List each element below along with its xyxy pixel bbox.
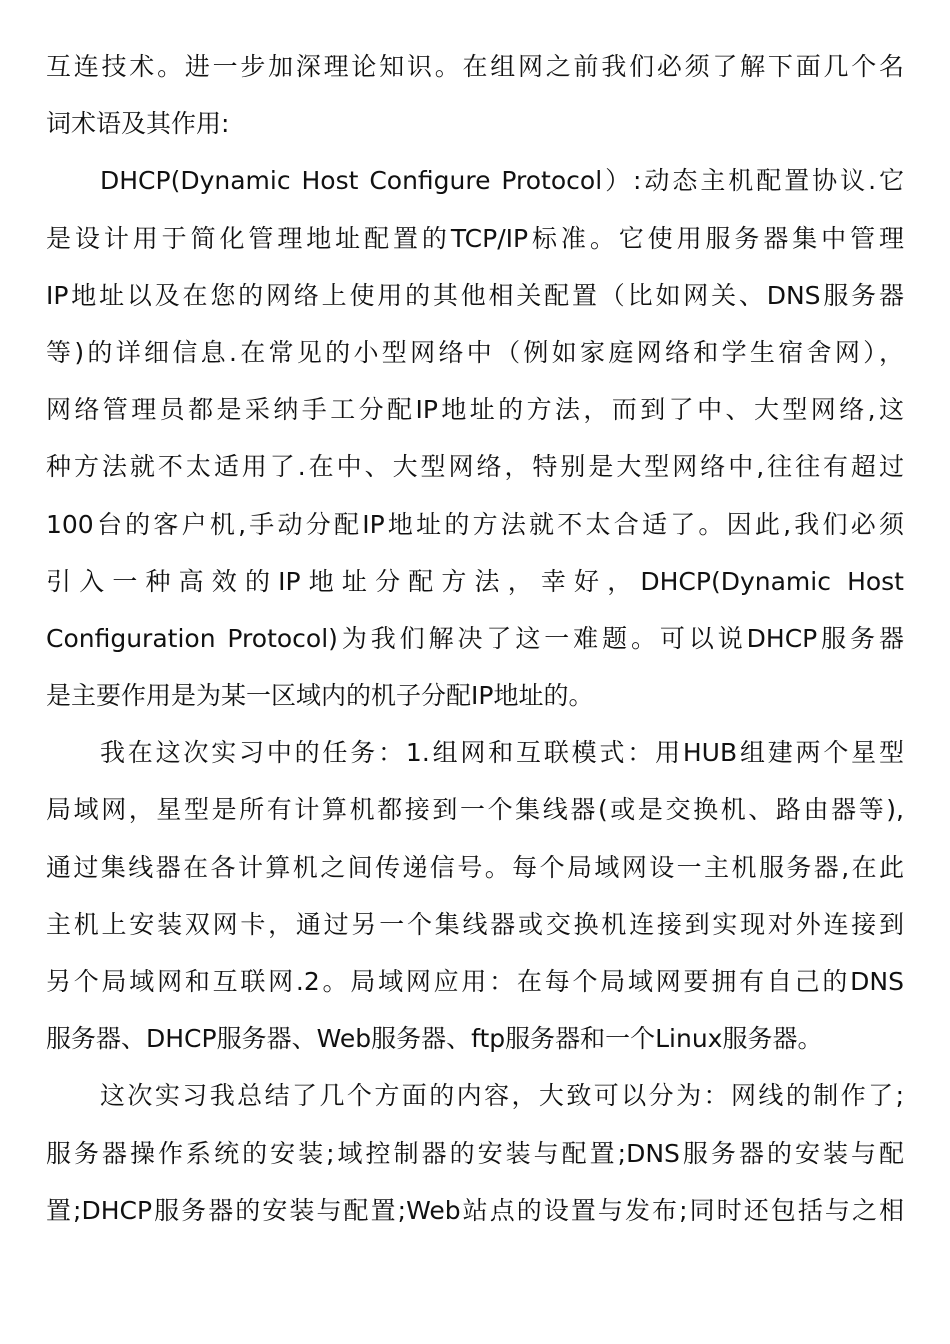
document-page xyxy=(46,38,904,1239)
text-line: DHCP(Dynamic Host Configure Protocol）:动态主机配置协议.它 xyxy=(100,166,904,196)
text-line: 这次实习我总结了几个方面的内容，大致可以分为：网线的制作了; xyxy=(100,1081,904,1111)
text-line: 引入一种高效的IP地址分配方法，幸好，DHCP(Dynamic Host xyxy=(46,566,904,596)
text-line: 是主要作用是为某一区域内的机子分配IP地址的。 xyxy=(46,681,594,711)
text-line: 置;DHCP服务器的安装与配置;Web站点的设置与发布;同时还包括与之相 xyxy=(46,1195,904,1225)
text-line: 网络管理员都是采纳手工分配IP地址的方法，而到了中、大型网络,这 xyxy=(46,395,904,425)
text-line: 我在这次实习中的任务：1.组网和互联模式：用HUB组建两个星型 xyxy=(100,738,904,768)
text-line: 另个局域网和互联网.2。局域网应用：在每个局域网要拥有自己的DNS xyxy=(46,967,904,996)
paragraph-dhcp xyxy=(46,152,904,724)
text-line: 互连技术。进一步加深理论知识。在组网之前我们必须了解下面几个名 xyxy=(46,52,904,81)
text-line: Configuration Protocol)为我们解决了这一难题。可以说DHCP服务器 xyxy=(46,623,904,653)
text-line: 局域网，星型是所有计算机都接到一个集线器(或是交换机、路由器等), xyxy=(46,795,904,825)
text-line: 主机上安装双网卡，通过另一个集线器或交换机连接到实现对外连接到 xyxy=(46,909,904,939)
text-line: 种方法就不太适用了.在中、大型网络，特别是大型网络中,往往有超过 xyxy=(46,452,904,482)
text-line: 100台的客户机,手动分配IP地址的方法就不太合适了。因此,我们必须 xyxy=(46,509,904,539)
text-line: 服务器操作系统的安装;域控制器的安装与配置;DNS服务器的安装与配 xyxy=(46,1138,904,1168)
text-line: 等)的详细信息.在常见的小型网络中（例如家庭网络和学生宿舍网）， xyxy=(46,337,904,367)
text-line: 词术语及其作用: xyxy=(46,109,230,139)
paragraph-intro xyxy=(46,38,904,152)
text-line: 服务器、DHCP服务器、Web服务器、ftp服务器和一个Linux服务器。 xyxy=(46,1024,823,1054)
paragraph-summary xyxy=(46,1067,904,1239)
text-line: IP地址以及在您的网络上使用的其他相关配置（比如网关、DNS服务器 xyxy=(46,280,904,310)
text-line: 是设计用于简化管理地址配置的TCP/IP标准。它使用服务器集中管理 xyxy=(46,223,904,253)
paragraph-tasks xyxy=(46,724,904,1067)
text-line: 通过集线器在各计算机之间传递信号。每个局域网设一主机服务器,在此 xyxy=(46,852,904,882)
